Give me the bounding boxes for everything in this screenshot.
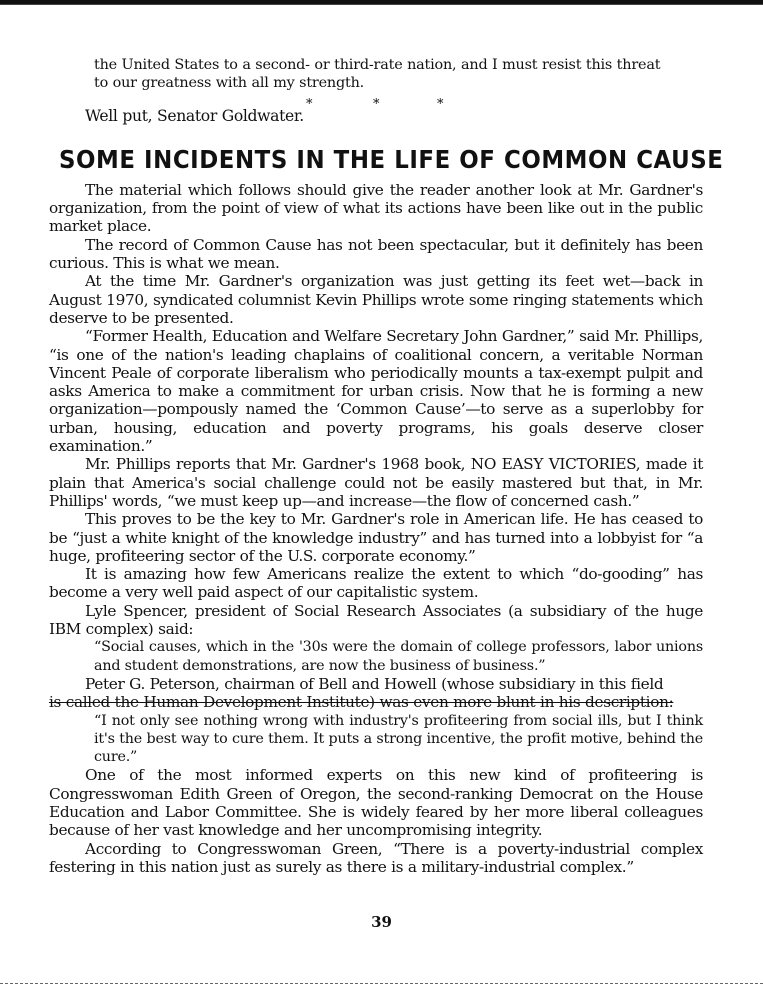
paragraph-11: According to Congresswoman Green, “There is a poverty-industrial complex festering in this nation just as surely as there is a military-industrial complex.”	[49, 839, 703, 876]
continuation-line-2: to our greatness with all my strength.	[94, 75, 365, 92]
paragraph-10: One of the most informed experts on this new kind of profiteering is Congresswoman Edith Green of Oregon, the second-ranking Democrat on the House Education and Labor Committee. She is widely feared by her more liberal colleagues because of her vast knowledge and her uncompromising integrity.	[49, 766, 703, 840]
page-body	[49, 56, 724, 876]
top-border-rule	[0, 0, 763, 5]
paragraph-9-line-1: Peter G. Peterson, chairman of Bell and Howell (whose subsidiary in this field	[85, 674, 664, 693]
paragraph-3: At the time Mr. Gardner's organization was just getting its feet wet—back in August 1970, syndicated columnist Kevin Phillips wrote some ringing statements which deserve to be presented.	[49, 272, 703, 327]
paragraph-2: The record of Common Cause has not been spectacular, but it definitely has been curious. This is what we mean.	[49, 235, 703, 273]
star-1: *	[306, 96, 313, 112]
section-heading: SOME INCIDENTS IN THE LIFE OF COMMON CAUSE	[59, 144, 724, 174]
paragraph-1: The material which follows should give the reader another look at Mr. Gardner's organization, from the point of view of what its actions have been like out in the public market place.	[49, 180, 703, 236]
star-2: *	[373, 96, 380, 112]
well-put-line: Well put, Senator Goldwater.	[85, 106, 304, 125]
section-break-stars	[49, 96, 703, 112]
paragraph-6: This proves to be the key to Mr. Gardner's role in American life. He has ceased to be “just a white knight of the knowledge industry” and has turned into a lobbyist for “a huge, profiteering sector of the U.S. corporate economy.”	[49, 510, 703, 565]
paragraph-8: Lyle Spencer, president of Social Research Associates (a subsidiary of the huge IBM complex) said:	[49, 601, 703, 639]
continuation-line-1: the United States to a second- or third-rate nation, and I must resist this threat	[94, 57, 661, 73]
continuation-text	[49, 56, 703, 93]
quote-spencer: “Social causes, which in the '30s were the domain of college professors, labor unions and student demonstrations, are now the business of business.”	[94, 639, 703, 674]
paragraph-4: “Former Health, Education and Welfare Secretary John Gardner,” said Mr. Phillips, “is one of the nation's leading chaplains of coalitional concern, a veritable Norman Vincent Peale of corporate liberalism who periodically mounts a tax-exempt pulpit and asks America to make a commitment for urban crisis. Now that he is forming a new organization—pompously named the ‘Common Cause’—to serve as a superlobby for urban, housing, education and poverty programs, his goals deserve closer examination.”	[49, 327, 703, 456]
quote-peterson: “I not only see nothing wrong with industry's profiteering from social ills, but I think it's the best way to cure them. It puts a strong incentive, the profit motive, behind the cure.”	[94, 712, 703, 766]
paragraph-9-line-2: is called the Human Development Institute) was even more blunt in his description:	[49, 693, 674, 712]
page-number: 39	[371, 913, 392, 931]
paragraph-7: It is amazing how few Americans realize the extent to which “do-gooding” has become a very well paid aspect of our capitalistic system.	[49, 565, 703, 602]
paragraph-5: Mr. Phillips reports that Mr. Gardner's 1968 book, NO EASY VICTORIES, made it plain that America's social challenge could not be easily mastered but that, in Mr. Phillips' words, “we must keep up—and increase—the flow of concerned cash.”	[49, 455, 703, 510]
star-3: *	[437, 96, 444, 112]
bottom-border-rule	[0, 983, 763, 986]
